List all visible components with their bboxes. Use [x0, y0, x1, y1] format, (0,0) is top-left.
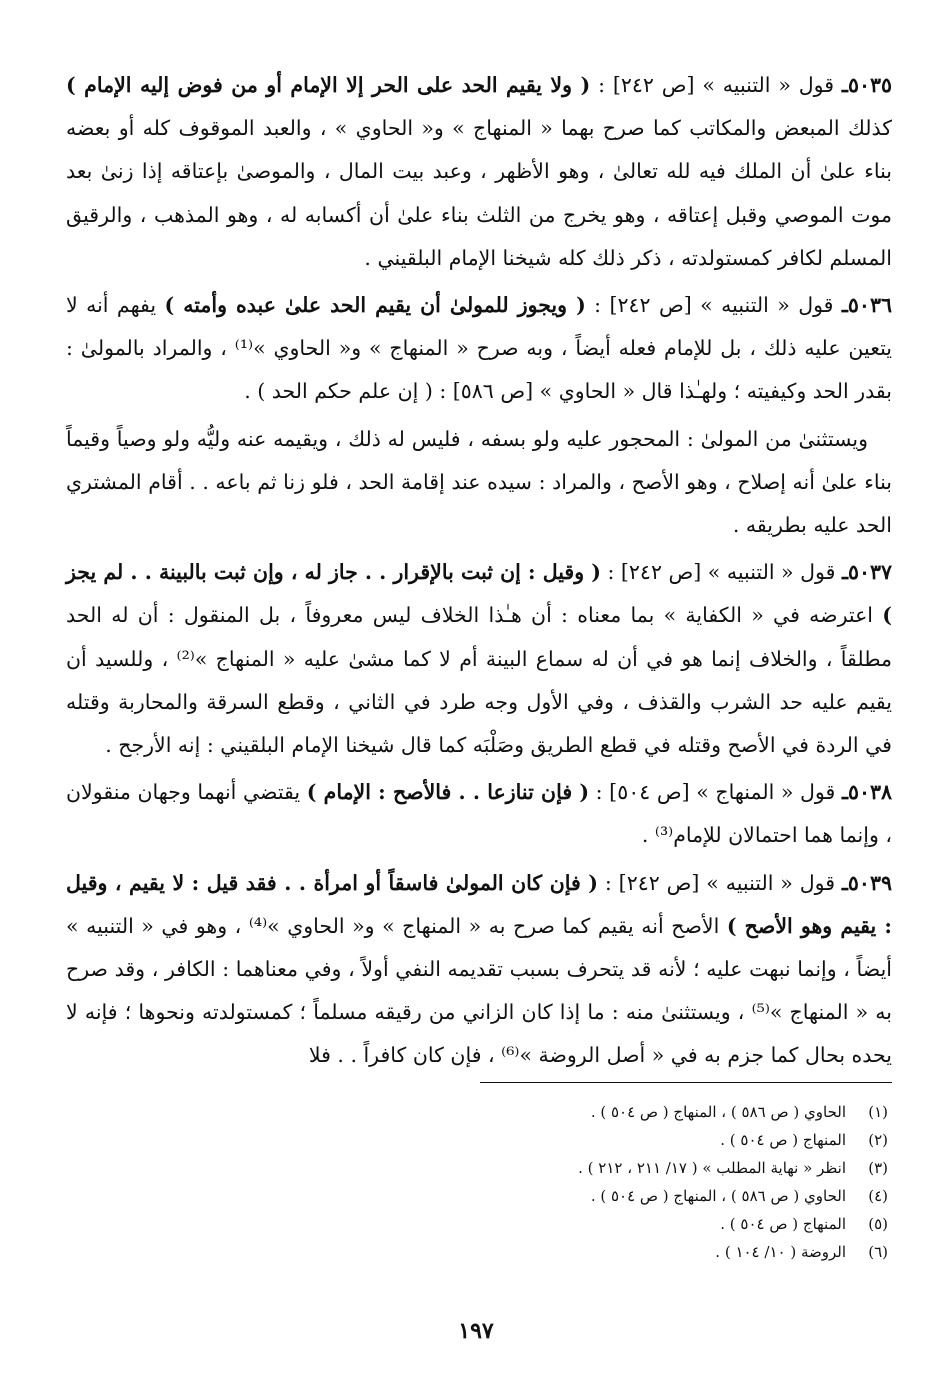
commentary-text: اعترضه في « الكفاية » بما معناه : أن هـٰذا الخلاف ليس معروفاً ، بل المنقول : أن له الحد مطلقاً ، والخلاف إنما هو في أن له سماع البينة أم لا كما مشىٰ عليه « المنهاج »⁽²⁾ ، وللسيد أن يقيم عليه حد الشرب والقذف ، وفي الأول وجه طرد في الثاني ، وقطع السرقة والمحاربة وقتله في الردة في الأصح وقتله في قطع الطريق وصَلْبَه كما قال شيخنا الإمام البلقيني : إنه الأرجح . — [66, 603, 893, 758]
entry-number: ٥٠٣٨ـ — [841, 780, 892, 805]
footnote-number: (٦) — [868, 1243, 888, 1261]
paragraph-5037 — [66, 551, 892, 767]
footnote-number: (٣) — [868, 1159, 888, 1177]
paragraph-5035 — [66, 64, 892, 280]
footnote-separator — [480, 1082, 892, 1083]
quoted-text: ( فإن كان المولىٰ فاسقاً أو امرأة . . فقد قيل : لا يقيم ، وقيل : يقيم وهو الأصح ) — [66, 870, 892, 938]
footnote-number: (٢) — [868, 1131, 888, 1149]
footnote-item — [388, 1126, 888, 1154]
commentary-text: الأصح أنه يقيم كما صرح به « المنهاج » و« الحاوي »⁽⁴⁾ ، وهو في « التنبيه » أيضاً ، وإنما نبهت عليه ؛ لأنه قد يتحرف بسبب تقديمه النفي أولاً ، وفي معناهما : الكافر ، وقد صرح به « المنهاج »⁽⁵⁾ ، ويستثنىٰ منه : ما إذا كان الزاني من رقيقه مسلماً ؛ كمستولدته ونحوها ؛ فإنه لا يحده بحال كما جزم به في « أصل الروضة »⁽⁶⁾ ، فإن كان كافراً . . فلا — [66, 913, 892, 1068]
footnote-text: الحاوي ( ص ٥٨٦ ) ، المنهاج ( ص ٥٠٤ ) . — [590, 1103, 846, 1121]
quoted-text: ( ويجوز للمولىٰ أن يقيم الحد علىٰ عبده وأمته ) — [164, 293, 586, 318]
footnote-number: (١) — [868, 1103, 888, 1121]
citation-lead: قول « التنبيه » [ص ٢٤٢] : — [585, 293, 834, 318]
paragraph-5036 — [66, 284, 892, 414]
entry-number: ٥٠٣٧ـ — [841, 560, 892, 585]
entry-number: ٥٠٣٩ـ — [841, 870, 892, 895]
footnote-text: الحاوي ( ص ٥٨٦ ) ، المنهاج ( ص ٥٠٤ ) . — [590, 1187, 846, 1205]
quoted-text: ( وقيل : إن ثبت بالإقرار . . جاز له ، وإن ثبت بالبينة . . لم يجز ) — [66, 560, 892, 628]
footnote-item — [388, 1154, 888, 1182]
commentary-text: يفهم أنه لا يتعين عليه ذلك ، بل للإمام فعله أيضاً ، وبه صرح « المنهاج » و« الحاوي »⁽¹⁾ ، والمراد بالمولىٰ : بقدر الحد وكيفيته ؛ ولهـٰذا قال « الحاوي » [ص ٥٨٦] : ( إن علم حكم الحد ) . — [66, 293, 892, 404]
footnote-text: المنهاج ( ص ٥٠٤ ) . — [720, 1131, 846, 1149]
citation-lead: قول « المنهاج » [ص ٥٠٤] : — [589, 780, 836, 805]
page-number: ١٩٧ — [458, 1318, 494, 1344]
quoted-text: ( فإن تنازعا . . فالأصح : الإمام ) — [306, 780, 590, 805]
footnote-text: انظر « نهاية المطلب » ( ١٧/ ٢١١ ، ٢١٢ ) . — [578, 1159, 846, 1177]
commentary-text: ويستثنىٰ من المولىٰ : المحجور عليه ولو بسفه ، فليس له ذلك ، ويقيمه عنه وليُّه ولو وصياً وقيماً بناء علىٰ أنه إصلاح ، وهو الأصح ، والمراد : سيده عند إقامة الحد ، فلو زنا ثم باعه . . أقام المشتري الحد عليه بطريقه . — [66, 426, 892, 538]
footnote-item — [388, 1098, 888, 1126]
footnote-item — [388, 1210, 888, 1238]
citation-lead: قول « التنبيه » [ص ٢٤٢] : — [600, 560, 836, 585]
footnote-text: المنهاج ( ص ٥٠٤ ) . — [720, 1215, 846, 1233]
paragraph-5039 — [66, 862, 892, 1078]
footnote-number: (٤) — [868, 1187, 888, 1205]
footnote-text: الروضة ( ١٠/ ١٠٤ ) . — [715, 1243, 846, 1261]
paragraph-5038 — [66, 771, 892, 857]
quoted-text: ( ولا يقيم الحد على الحر إلا الإمام أو من فوض إليه الإمام ) — [66, 73, 591, 97]
paragraph-5036-continued — [66, 418, 892, 548]
footnote-number: (٥) — [868, 1215, 888, 1233]
commentary-text: كذلك المبعض والمكاتب كما صرح بهما « المنهاج » و« الحاوي » ، والعبد الموقوف كله أو بعضه بناء علىٰ أن الملك فيه لله تعالىٰ ، وهو الأظهر ، وعبد بيت المال ، والموصىٰ بإعتاقه إذا زنىٰ بعد موت الموصي وقبل إعتاقه ، وهو يخرج من الثلث بناء علىٰ أن أكسابه له ، وهو المذهب ، والرقيق المسلم لكافر كمستولدته ، ذكر ذلك كله شيخنا الإمام البلقيني . — [66, 116, 892, 270]
footnote-item — [388, 1182, 888, 1210]
citation-lead: قول « التنبيه » [ص ٢٤٢] : — [590, 73, 835, 97]
citation-lead: قول « التنبيه » [ص ٢٤٢] : — [598, 870, 836, 895]
commentary-text: يقتضي أنهما وجهان منقولان ، وإنما هما احتمالان للإمام⁽³⁾ . — [66, 780, 892, 848]
entry-number: ٥٠٣٥ـ — [841, 73, 892, 97]
entry-number: ٥٠٣٦ـ — [841, 293, 892, 318]
footnotes-list — [388, 1098, 888, 1266]
footnote-item — [388, 1238, 888, 1266]
